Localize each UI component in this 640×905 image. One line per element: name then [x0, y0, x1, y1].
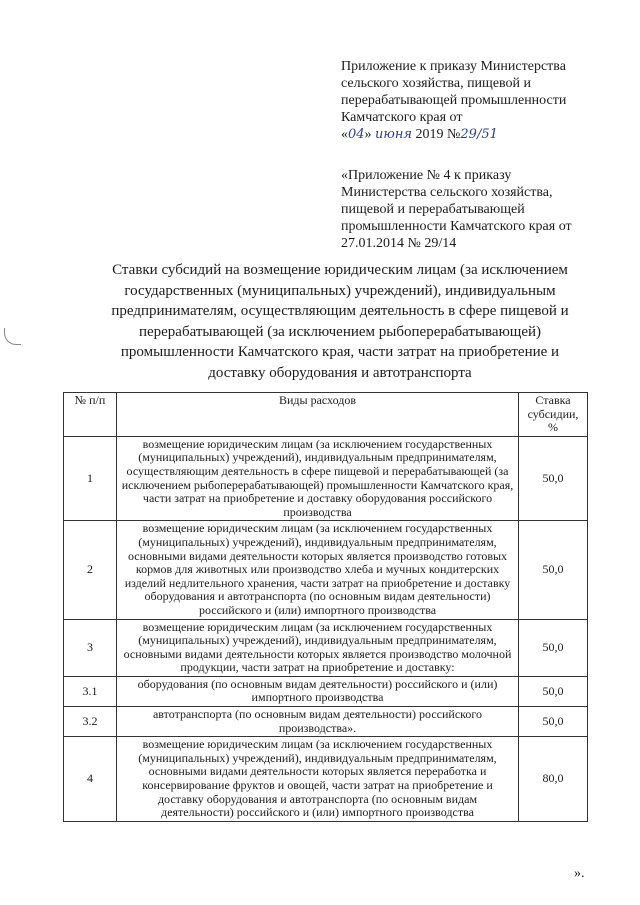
row-rate: 50,0 [519, 707, 588, 737]
annex-line: сельского хозяйства, пищевой и [341, 76, 532, 91]
row-rate: 50,0 [519, 619, 588, 676]
table-row [64, 707, 588, 737]
original-annex-line: пищевой и перерабатывающей [341, 202, 525, 217]
document-title: Ставки субсидий на возмещение юридическим лицам (за исключением государственных (муниципальных) учреждений), индивидуальным предпринимателям, осуществляющим деятельность в сфере пищевой и перерабатывающей (за исключением рыбоперерабатывающей) промышленности Камчатского края, части затрат на приобретение и доставку оборудования и автотранспорта [111, 262, 569, 381]
header-desc: Виды расходов [117, 393, 519, 437]
date-open-quote: « [341, 127, 348, 142]
row-desc: возмещение юридическим лицам (за исключением государственных (муниципальных) учреждений), индивидуальным предпринимателям, основными видами деятельности которых является производство молочной продукции, части затрат на приобретение и доставку: [117, 619, 519, 676]
row-num: 2 [64, 521, 117, 619]
annex-line: Приложение к приказу Министерства [341, 59, 566, 74]
annex-header [341, 58, 606, 252]
row-num: 3.2 [64, 707, 117, 737]
handwritten-month: июня [375, 127, 413, 142]
row-num: 3 [64, 619, 117, 676]
handwritten-day: 04 [348, 127, 365, 142]
header-rate: Ставка субсидии, % [519, 393, 588, 437]
annex-line: Камчатского края от [341, 110, 463, 125]
row-num: 4 [64, 737, 117, 822]
row-desc: оборудования (по основным видам деятельности) российского и (или) импортного производства [117, 676, 519, 706]
annex-line: перерабатывающей промышленности [341, 93, 567, 108]
row-rate: 50,0 [519, 436, 588, 521]
row-num: 3.1 [64, 676, 117, 706]
margin-mark [4, 328, 21, 345]
date-year: 2019 № [415, 127, 461, 142]
row-rate: 80,0 [519, 737, 588, 822]
header-num: № п/п [64, 393, 117, 437]
table-row [64, 521, 588, 619]
row-desc: возмещение юридическим лицам (за исключением государственных (муниципальных) учреждений), индивидуальным предпринимателям, осуществляющим деятельность в сфере пищевой и перерабатывающей (за исключением рыбоперерабатывающей) промышленности Камчатского края, части затрат на приобретение и доставку оборудования российского производства [117, 436, 519, 521]
original-annex-line: Министерства сельского хозяйства, [341, 185, 553, 200]
row-rate: 50,0 [519, 676, 588, 706]
row-desc: возмещение юридическим лицам (за исключением государственных (муниципальных) учреждений), индивидуальным предпринимателям, основными видами деятельности которых является переработка и консервирование фруктов и овощей, части затрат на приобретение и доставку оборудования и автотранспорта (по основным видам деятельности) российского и (или) импортного производства [117, 737, 519, 822]
date-close-quote: » [364, 127, 372, 142]
annex-date-line [341, 126, 606, 143]
handwritten-number: 29/51 [460, 127, 498, 142]
subsidy-rates-table [63, 392, 588, 822]
table-row [64, 737, 588, 822]
row-num: 1 [64, 436, 117, 521]
original-annex-line: промышленности Камчатского края от [341, 219, 572, 234]
table-row [64, 676, 588, 706]
closing-quote: ». [574, 866, 585, 881]
row-desc: возмещение юридическим лицам (за исключением государственных (муниципальных) учреждений), индивидуальным предпринимателям, основными видами деятельности которых является производство готовых кормов для животных или производство хлеба и мучных кондитерских изделий недлительного хранения, части затрат на приобретение и доставку оборудования и автотранспорта (по основным видам деятельности) российского и (или) импортного производства [117, 521, 519, 619]
row-rate: 50,0 [519, 521, 588, 619]
table-row [64, 436, 588, 521]
table-row [64, 619, 588, 676]
table-header-row [64, 393, 588, 437]
original-annex-line: 27.01.2014 № 29/14 [341, 236, 457, 251]
original-annex-line: «Приложение № 4 к приказу [341, 168, 512, 183]
row-desc: автотранспорта (по основным видам деятельности) российского производства». [117, 707, 519, 737]
